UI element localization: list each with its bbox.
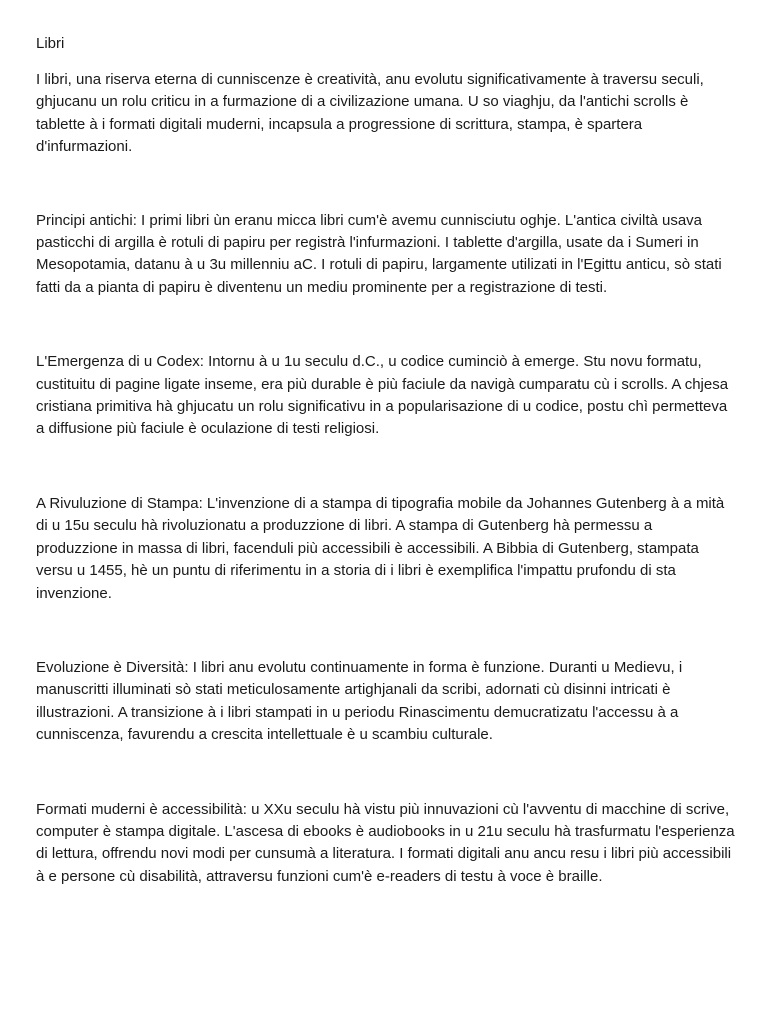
section-codex-emergence: L'Emergenza di u Codex: Intornu à u 1u seculu d.C., u codice cuminciò à emerge. Stu novu formatu, custituitu di pagine ligate inseme, era più durable è più faciule da navigà cumparatu cù i scrolls. A chjesa cristiana primitiva hà ghjucatu un rolu significativu in a popularisazione di u codice, postu chì permetteva a diffusione più faciule è oculazione di testi religiosi. [36,353,729,438]
section-evolution-diversity: Evoluzione è Diversità: I libri anu evolutu continuamente in forma è funzione. Duranti u Medievu, i manuscritti illuminati sò stati meticulosamente artighjanali da scribi, adornati cù disinni intricati è illustrazioni. A transizione à i libri stampati in u periodu Rinascimentu demucratizatu l'accessu à a cunniscenza, favurendu a crescita intellettuale è u scambiu culturale. [36,658,683,744]
section-modern-formats: Formati muderni è accessibilità: u XXu seculu hà vistu più innuvazioni cù l'avventu di macchine di scrive, computer è stampa digitale. L'ascesa di ebooks è audiobooks in u 21u seculu hà trasfurmatu l'esperienza di lettura, offrendu novi modi per cunsumà a literatura. I formati digitali anu ancu resu i libri più accessibili à e persone cù disabilità, attraversu funzioni cum'è e-readers di testu à voce è braille. [36,800,735,885]
intro-paragraph: I libri, una riserva eterna di cunniscenze è creatività, anu evolutu significativamente à traversu seculi, ghjucanu un rolu criticu in a furmazione di a civilizazione umana. U so viaghju, da l'antichi scrolls è tablette à i formati digitali muderni, incapsula a progressione di scrittura, stampa, è spartera d'infurmazioni. [36,71,704,156]
section-printing-revolution: A Rivuluzione di Stampa: L'invenzione di a stampa di tipografia mobile da Johannes Gutenberg à a mità di u 15u seculu hà rivoluzionatu a produzzione di libri. A stampa di Gutenberg hà permessu a produzzione in massa di libri, facenduli più accessibili è accessibili. A Bibbia di Gutenberg, stampata versu u 1455, hè un puntu di riferimentu in a storia di i libri è exemplifica l'impattu prufondu di sta invenzione. [36,494,725,602]
section-ancient-beginnings: Principi antichi: I primi libri ùn eranu micca libri cum'è avemu cunnisciutu oghje. L'antica civiltà usava pasticchi di argilla è rotuli di papiru per registrà l'infurmazioni. I tablette d'argilla, usate da i Sumeri in Mesopotamia, datanu à u 3u millenniu aC. I rotuli di papiru, largamente utilizati in l'Egittu anticu, sò stati fatti da a pianta di papiru è diventenu un mediu prominente per a registrazione di testi. [36,211,722,296]
document-page [36,33,736,940]
document-title: Libri [36,35,65,52]
